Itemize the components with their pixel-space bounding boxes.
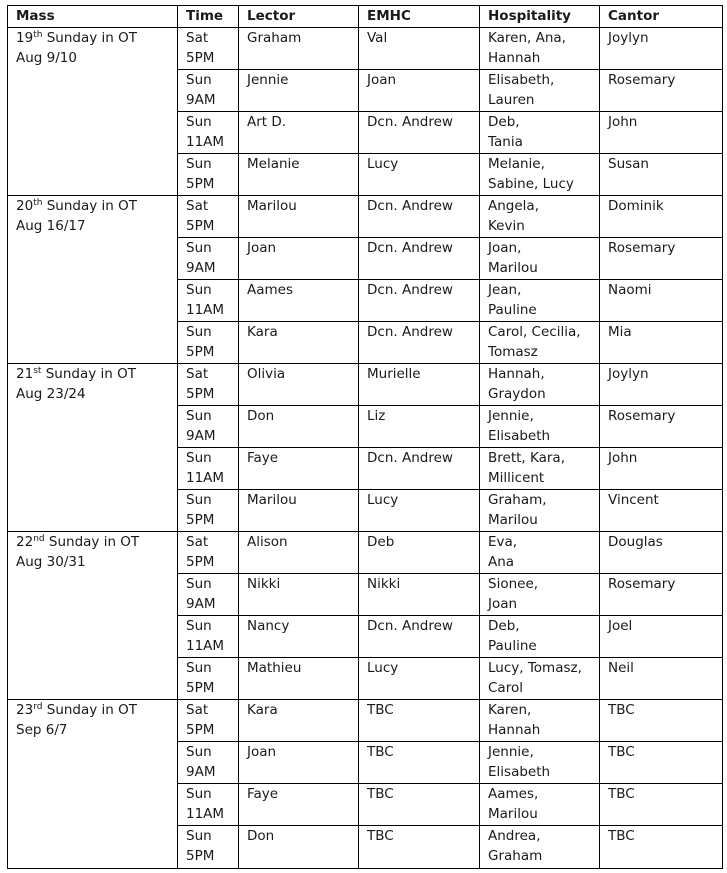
- time-hour: 9AM: [186, 259, 216, 276]
- time-hour: 11AM: [186, 469, 225, 486]
- emhc-cell: [359, 322, 480, 364]
- time-cell: [178, 28, 239, 70]
- mass-cell: [8, 532, 178, 700]
- hospitality-line-1: Brett, Kara,: [488, 450, 565, 466]
- emhc-name: Dcn. Andrew: [367, 282, 453, 298]
- ordinal-suffix: rd: [33, 702, 43, 712]
- emhc-name: Murielle: [367, 366, 421, 382]
- emhc-cell: [359, 700, 480, 742]
- lector-name: Marilou: [247, 492, 297, 508]
- cantor-name: TBC: [608, 744, 635, 760]
- cantor-cell: [600, 322, 723, 364]
- time-day: Sun: [186, 660, 212, 676]
- cantor-cell: [600, 448, 723, 490]
- emhc-name: Nikki: [367, 576, 401, 592]
- table-row: [8, 364, 723, 406]
- time-cell: [178, 574, 239, 616]
- time-day: Sun: [186, 450, 212, 466]
- time-hour: 11AM: [186, 637, 225, 654]
- cantor-cell: [600, 196, 723, 238]
- emhc-cell: [359, 742, 480, 784]
- time-day: Sun: [186, 282, 212, 298]
- emhc-cell: [359, 154, 480, 196]
- cantor-name: Naomi: [608, 282, 652, 298]
- mass-dates: Aug 9/10: [16, 49, 77, 66]
- hospitality-line-2: Pauline: [488, 301, 537, 318]
- lector-name: Kara: [247, 702, 278, 718]
- time-day: Sun: [186, 72, 212, 88]
- hospitality-line-1: Angela,: [488, 198, 539, 214]
- hospitality-line-2: Marilou: [488, 805, 538, 822]
- time-hour: 9AM: [186, 595, 216, 612]
- lector-cell: [239, 490, 359, 532]
- time-day: Sun: [186, 744, 212, 760]
- hospitality-line-2: Lauren: [488, 91, 535, 108]
- time-hour: 9AM: [186, 427, 216, 444]
- cantor-cell: [600, 238, 723, 280]
- time-cell: [178, 784, 239, 826]
- mass-cell: [8, 28, 178, 196]
- time-hour: 5PM: [186, 343, 215, 360]
- time-cell: [178, 154, 239, 196]
- emhc-name: Dcn. Andrew: [367, 450, 453, 466]
- time-hour: 9AM: [186, 91, 216, 108]
- cantor-cell: [600, 280, 723, 322]
- cantor-cell: [600, 28, 723, 70]
- time-cell: [178, 658, 239, 700]
- cantor-cell: [600, 826, 723, 869]
- hospitality-cell: [480, 532, 600, 574]
- lector-name: Don: [247, 408, 275, 424]
- emhc-cell: [359, 70, 480, 112]
- hospitality-cell: [480, 742, 600, 784]
- lector-name: Kara: [247, 324, 278, 340]
- lector-cell: [239, 532, 359, 574]
- lector-cell: [239, 448, 359, 490]
- hospitality-line-1: Carol, Cecilia,: [488, 324, 581, 340]
- cantor-name: Douglas: [608, 534, 663, 550]
- mass-label: Sunday in OT: [46, 702, 138, 718]
- emhc-cell: [359, 28, 480, 70]
- time-day: Sat: [186, 534, 209, 550]
- lector-name: Don: [247, 828, 275, 844]
- cantor-cell: [600, 70, 723, 112]
- emhc-name: Dcn. Andrew: [367, 240, 453, 256]
- time-day: Sun: [186, 576, 212, 592]
- cantor-name: Mia: [608, 324, 632, 340]
- ordinal-suffix: st: [33, 366, 42, 376]
- hospitality-line-1: Andrea,: [488, 828, 541, 844]
- time-day: Sun: [186, 786, 212, 802]
- time-day: Sun: [186, 408, 212, 424]
- schedule-table: [7, 5, 723, 869]
- lector-cell: [239, 700, 359, 742]
- time-day: Sun: [186, 492, 212, 508]
- hospitality-line-2: Marilou: [488, 259, 538, 276]
- hospitality-line-1: Lucy, Tomasz,: [488, 660, 582, 676]
- schedule-body: [8, 28, 723, 869]
- hospitality-cell: [480, 112, 600, 154]
- lector-name: Mathieu: [247, 660, 302, 676]
- hospitality-line-1: Joan,: [488, 240, 522, 256]
- lector-cell: [239, 616, 359, 658]
- sunday-number: 23: [16, 702, 34, 718]
- cantor-cell: [600, 154, 723, 196]
- emhc-name: Lucy: [367, 156, 399, 172]
- mass-label: Sunday in OT: [46, 198, 137, 214]
- emhc-name: Liz: [367, 408, 386, 424]
- header-row: [8, 6, 723, 28]
- time-hour: 11AM: [186, 301, 225, 318]
- cantor-name: Joylyn: [608, 30, 649, 46]
- emhc-cell: [359, 196, 480, 238]
- hospitality-cell: [480, 196, 600, 238]
- mass-cell: [8, 700, 178, 869]
- cantor-name: TBC: [608, 702, 635, 718]
- mass-label: Sunday in OT: [48, 534, 140, 550]
- time-cell: [178, 112, 239, 154]
- cantor-name: Rosemary: [608, 240, 676, 256]
- emhc-cell: [359, 280, 480, 322]
- time-hour: 5PM: [186, 679, 215, 696]
- cantor-name: Rosemary: [608, 408, 676, 424]
- hospitality-cell: [480, 154, 600, 196]
- cantor-cell: [600, 112, 723, 154]
- hospitality-cell: [480, 616, 600, 658]
- time-hour: 5PM: [186, 49, 215, 66]
- time-hour: 5PM: [186, 553, 215, 570]
- emhc-cell: [359, 490, 480, 532]
- emhc-header: EMHC: [359, 6, 480, 28]
- mass-title: [16, 701, 169, 721]
- emhc-cell: [359, 826, 480, 869]
- hospitality-line-1: Jean,: [488, 282, 522, 298]
- lector-name: Joan: [247, 240, 277, 256]
- time-day: Sun: [186, 240, 212, 256]
- lector-cell: [239, 784, 359, 826]
- time-cell: [178, 700, 239, 742]
- lector-name: Art D.: [247, 114, 287, 130]
- cantor-cell: [600, 364, 723, 406]
- hospitality-cell: [480, 406, 600, 448]
- hospitality-line-2: Ana: [488, 553, 515, 570]
- hospitality-line-2: Elisabeth: [488, 427, 551, 444]
- time-cell: [178, 322, 239, 364]
- cantor-name: TBC: [608, 786, 635, 802]
- lector-name: Marilou: [247, 198, 297, 214]
- cantor-name: Rosemary: [608, 576, 676, 592]
- lector-cell: [239, 364, 359, 406]
- emhc-name: Dcn. Andrew: [367, 198, 453, 214]
- hospitality-cell: [480, 280, 600, 322]
- lector-name: Aames: [247, 282, 293, 298]
- emhc-cell: [359, 784, 480, 826]
- table-row: [8, 532, 723, 574]
- lector-name: Alison: [247, 534, 288, 550]
- cantor-name: Dominik: [608, 198, 664, 214]
- hospitality-line-1: Hannah,: [488, 366, 545, 382]
- emhc-name: Dcn. Andrew: [367, 324, 453, 340]
- hospitality-line-2: Graham: [488, 847, 543, 864]
- table-row: [8, 196, 723, 238]
- time-day: Sun: [186, 114, 212, 130]
- lector-name: Nancy: [247, 618, 290, 634]
- hospitality-line-1: Melanie,: [488, 156, 545, 172]
- emhc-name: Dcn. Andrew: [367, 114, 453, 130]
- lector-name: Joan: [247, 744, 277, 760]
- time-day: Sat: [186, 702, 209, 718]
- emhc-name: TBC: [367, 828, 394, 844]
- lector-cell: [239, 154, 359, 196]
- sunday-number: 19: [16, 30, 34, 46]
- hospitality-line-1: Deb,: [488, 618, 520, 634]
- cantor-cell: [600, 616, 723, 658]
- time-cell: [178, 826, 239, 869]
- cantor-cell: [600, 574, 723, 616]
- lector-name: Graham: [247, 30, 302, 46]
- emhc-name: TBC: [367, 744, 394, 760]
- mass-dates: Sep 6/7: [16, 721, 68, 738]
- hospitality-line-2: Millicent: [488, 469, 545, 486]
- lector-cell: [239, 112, 359, 154]
- time-day: Sun: [186, 828, 212, 844]
- ordinal-suffix: nd: [33, 534, 45, 544]
- mass-cell: [8, 196, 178, 364]
- hospitality-line-2: Joan: [488, 595, 518, 612]
- hospitality-cell: [480, 28, 600, 70]
- emhc-cell: [359, 238, 480, 280]
- time-cell: [178, 532, 239, 574]
- cantor-name: Rosemary: [608, 72, 676, 88]
- emhc-name: TBC: [367, 786, 394, 802]
- lector-name: Olivia: [247, 366, 286, 382]
- cantor-cell: [600, 658, 723, 700]
- cantor-cell: [600, 406, 723, 448]
- lector-cell: [239, 826, 359, 869]
- hospitality-cell: [480, 700, 600, 742]
- hospitality-line-1: Jennie,: [488, 744, 534, 760]
- emhc-name: Dcn. Andrew: [367, 618, 453, 634]
- time-day: Sun: [186, 324, 212, 340]
- lector-name: Faye: [247, 450, 279, 466]
- hospitality-cell: [480, 70, 600, 112]
- lector-name: Jennie: [247, 72, 289, 88]
- lector-cell: [239, 196, 359, 238]
- emhc-name: Lucy: [367, 660, 399, 676]
- mass-title: [16, 533, 169, 553]
- time-cell: [178, 742, 239, 784]
- lector-cell: [239, 406, 359, 448]
- time-cell: [178, 406, 239, 448]
- hospitality-line-2: Kevin: [488, 217, 525, 234]
- hospitality-line-2: Hannah: [488, 49, 541, 66]
- hospitality-cell: [480, 364, 600, 406]
- time-cell: [178, 70, 239, 112]
- time-day: Sat: [186, 198, 209, 214]
- time-day: Sun: [186, 618, 212, 634]
- mass-title: [16, 197, 169, 217]
- time-cell: [178, 238, 239, 280]
- hospitality-line-2: Carol: [488, 679, 523, 696]
- hospitality-line-1: Karen, Ana,: [488, 30, 566, 46]
- hospitality-line-2: Sabine, Lucy: [488, 175, 574, 192]
- cantor-cell: [600, 532, 723, 574]
- hospitality-line-1: Jennie,: [488, 408, 534, 424]
- time-cell: [178, 448, 239, 490]
- cantor-name: Vincent: [608, 492, 659, 508]
- hospitality-cell: [480, 322, 600, 364]
- mass-dates: Aug 16/17: [16, 217, 86, 234]
- cantor-cell: [600, 742, 723, 784]
- time-hour: 5PM: [186, 721, 215, 738]
- hospitality-header: Hospitality: [480, 6, 600, 28]
- hospitality-cell: [480, 238, 600, 280]
- hospitality-line-2: Graydon: [488, 385, 546, 402]
- time-day: Sat: [186, 30, 209, 46]
- mass-label: Sunday in OT: [45, 366, 136, 382]
- time-hour: 11AM: [186, 805, 225, 822]
- cantor-header: Cantor: [600, 6, 723, 28]
- hospitality-line-1: Graham,: [488, 492, 547, 508]
- cantor-cell: [600, 700, 723, 742]
- mass-label: Sunday in OT: [46, 30, 137, 46]
- cantor-name: Susan: [608, 156, 649, 172]
- hospitality-line-2: Elisabeth: [488, 763, 551, 780]
- mass-dates: Aug 30/31: [16, 553, 86, 570]
- cantor-name: Neil: [608, 660, 634, 676]
- emhc-cell: [359, 532, 480, 574]
- emhc-cell: [359, 448, 480, 490]
- lector-cell: [239, 238, 359, 280]
- hospitality-line-2: Pauline: [488, 637, 537, 654]
- cantor-cell: [600, 490, 723, 532]
- ordinal-suffix: th: [33, 30, 43, 40]
- time-hour: 5PM: [186, 175, 215, 192]
- time-cell: [178, 280, 239, 322]
- hospitality-line-2: Tania: [488, 133, 523, 150]
- lector-cell: [239, 658, 359, 700]
- hospitality-cell: [480, 490, 600, 532]
- mass-dates: Aug 23/24: [16, 385, 86, 402]
- mass-cell: [8, 364, 178, 532]
- hospitality-line-1: Karen,: [488, 702, 532, 718]
- cantor-name: John: [608, 114, 638, 130]
- hospitality-cell: [480, 448, 600, 490]
- hospitality-line-2: Marilou: [488, 511, 538, 528]
- hospitality-cell: [480, 574, 600, 616]
- time-hour: 11AM: [186, 133, 225, 150]
- lector-cell: [239, 70, 359, 112]
- emhc-name: Lucy: [367, 492, 399, 508]
- emhc-name: Joan: [367, 72, 397, 88]
- mass-title: [16, 29, 169, 49]
- hospitality-line-1: Aames,: [488, 786, 539, 802]
- emhc-cell: [359, 364, 480, 406]
- hospitality-line-1: Elisabeth,: [488, 72, 555, 88]
- sunday-number: 21: [16, 366, 34, 382]
- emhc-name: TBC: [367, 702, 394, 718]
- table-row: [8, 700, 723, 742]
- sunday-number: 20: [16, 198, 34, 214]
- time-cell: [178, 364, 239, 406]
- lector-name: Nikki: [247, 576, 281, 592]
- cantor-name: TBC: [608, 828, 635, 844]
- lector-cell: [239, 574, 359, 616]
- time-hour: 5PM: [186, 385, 215, 402]
- lector-cell: [239, 322, 359, 364]
- time-day: Sat: [186, 366, 209, 382]
- lector-cell: [239, 280, 359, 322]
- emhc-cell: [359, 658, 480, 700]
- ordinal-suffix: th: [33, 198, 43, 208]
- cantor-name: John: [608, 450, 638, 466]
- lector-cell: [239, 742, 359, 784]
- emhc-name: Val: [367, 30, 388, 46]
- hospitality-line-1: Deb,: [488, 114, 520, 130]
- lector-name: Faye: [247, 786, 279, 802]
- lector-header: Lector: [239, 6, 359, 28]
- cantor-name: Joel: [608, 618, 633, 634]
- emhc-cell: [359, 112, 480, 154]
- hospitality-line-2: Hannah: [488, 721, 541, 738]
- lector-cell: [239, 28, 359, 70]
- time-day: Sun: [186, 156, 212, 172]
- emhc-cell: [359, 616, 480, 658]
- emhc-cell: [359, 574, 480, 616]
- hospitality-line-1: Sionee,: [488, 576, 539, 592]
- time-cell: [178, 196, 239, 238]
- hospitality-line-1: Eva,: [488, 534, 518, 550]
- hospitality-cell: [480, 658, 600, 700]
- hospitality-cell: [480, 784, 600, 826]
- time-hour: 5PM: [186, 847, 215, 864]
- time-cell: [178, 490, 239, 532]
- table-row: [8, 28, 723, 70]
- time-hour: 9AM: [186, 763, 216, 780]
- lector-name: Melanie: [247, 156, 300, 172]
- mass-header: Mass: [8, 6, 178, 28]
- mass-title: [16, 365, 169, 385]
- time-hour: 5PM: [186, 511, 215, 528]
- hospitality-line-2: Tomasz: [488, 343, 538, 360]
- emhc-cell: [359, 406, 480, 448]
- time-cell: [178, 616, 239, 658]
- time-header: Time: [178, 6, 239, 28]
- hospitality-cell: [480, 826, 600, 869]
- time-hour: 5PM: [186, 217, 215, 234]
- sunday-number: 22: [16, 534, 34, 550]
- emhc-name: Deb: [367, 534, 395, 550]
- cantor-name: Joylyn: [608, 366, 649, 382]
- cantor-cell: [600, 784, 723, 826]
